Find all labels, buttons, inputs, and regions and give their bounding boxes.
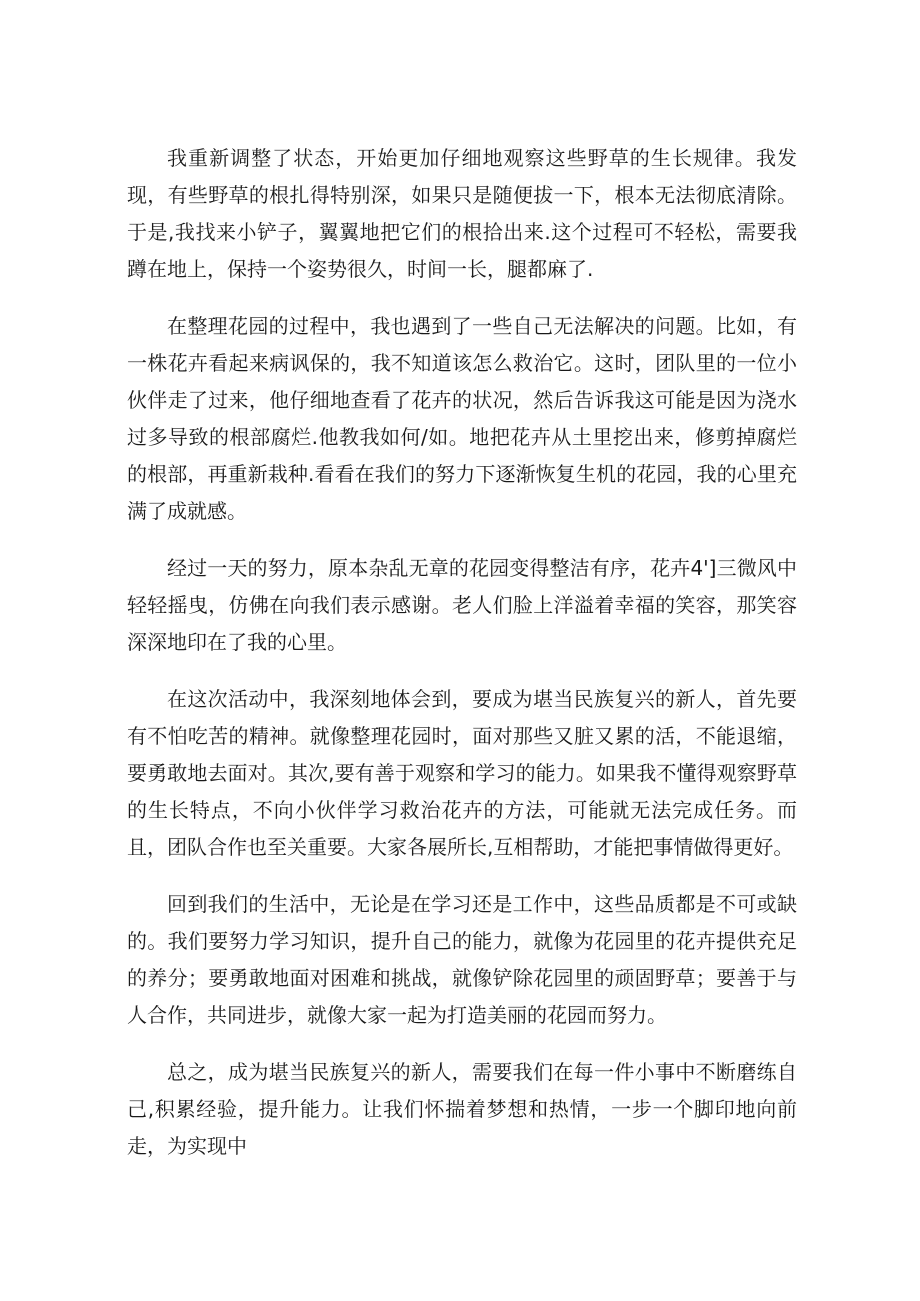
paragraph-3: 经过一天的努力，原本杂乱无章的花园变得整洁有序，花卉4']三微风中轻轻摇曳，仿佛在向我们表示感谢。老人们脸上洋溢着幸福的笑容，那笑容深深地印在了我的心里。 <box>127 556 797 654</box>
paragraph-2: 在整理花园的过程中，我也遇到了一些自己无法解决的问题。比如，有一株花卉看起来病讽保的，我不知道该怎么救治它。这时，团队里的一位小伙伴走了过来，他仔细地查看了花卉的状况，然后告诉我这可能是因为浇水过多导致的根部腐烂.他教我如何/如。地把花卉从土里挖出来，修剪掉腐烂的根部，再重新栽种.看看在我们的努力下逐渐恢复生机的花园，我的心里充满了成就感。 <box>127 314 797 523</box>
document-body <box>127 140 797 1185</box>
paragraph-4: 在这次活动中，我深刻地体会到，要成为堪当民族复兴的新人，首先要有不怕吃苦的精神。就像整理花园时，面对那些又脏又累的活，不能退缩，要勇敢地去面对。其次,要有善于观察和学习的能力。如果我不懂得观察野草的生长特点，不向小伙伴学习救治花卉的方法，可能就无法完成任务。而且，团队合作也至关重要。大家各展所长,互相帮助，才能把事情做得更好。 <box>127 687 797 859</box>
paragraph-5: 回到我们的生活中，无论是在学习还是工作中，这些品质都是不可或缺的。我们要努力学习知识，提升自己的能力，就像为花园里的花卉提供充足的养分；要勇敢地面对困难和挑战，就像铲除花园里的顽固野草；要善于与人合作，共同进步，就像大家一起为打造美丽的花园而努力。 <box>127 892 797 1027</box>
paragraph-1: 我重新调整了状态，开始更加仔细地观察这些野草的生长规律。我发现，有些野草的根扎得特别深，如果只是随便拔一下，根本无法彻底清除。于是,我找来小铲子，翼翼地把它们的根拾出来.这个过程可不轻松，需要我蹲在地上，保持一个姿势很久，时间一长，腿都麻了. <box>127 146 797 281</box>
paragraph-6: 总之，成为堪当民族复兴的新人，需要我们在每一件小事中不断磨练自己,积累经验，提升能力。让我们怀揣着梦想和热情，一步一个脚印地向前走，为实现中 <box>127 1060 797 1158</box>
